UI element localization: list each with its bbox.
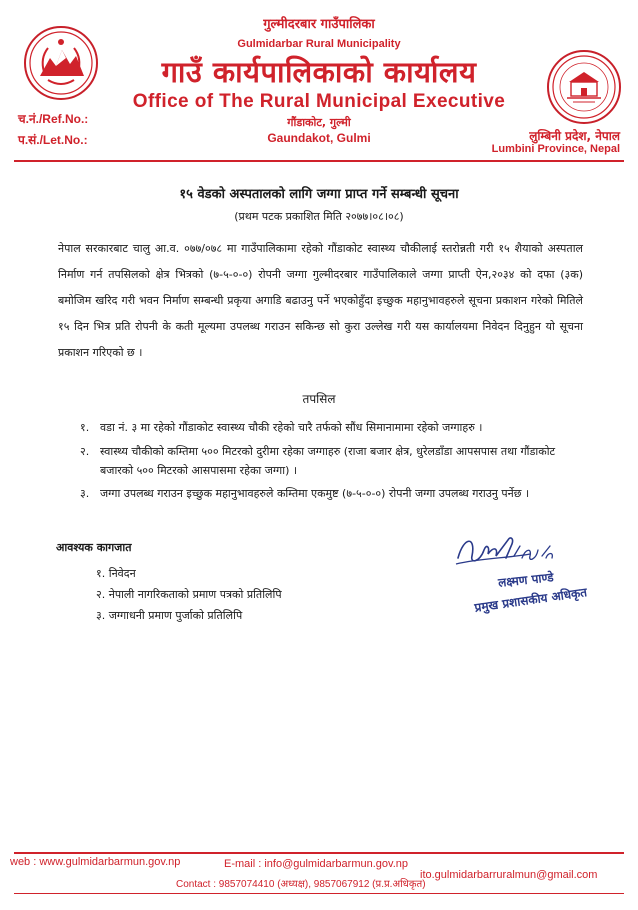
footer-contact: Contact : 9857074410 (अध्यक्ष), 9857067912 (प्र.प्र.अधिकृत) [176,879,426,890]
documents-heading: आवश्यक कागजात [56,541,132,554]
document-item-number: २. [96,588,106,601]
schedule-item-text: स्वास्थ्य चौकीको कम्तिमा ५०० मिटरको दुरीमा रहेका जग्गाहरु (राजा बजार क्षेत्र, धुरेलडाँडा आपसपास तथा गौंडाकोट बजारको ५०० मिटरको आसपासमा रहेका जग्गा) । [100,445,556,477]
document-item-text: निवेदन [108,567,136,580]
signatory-name: लक्ष्मण पाण्डे [497,570,555,590]
schedule-item [80,484,580,503]
office-name-nepali: गाउँ कार्यपालिकाको कार्यालय [161,55,477,89]
notice-subtitle: (प्रथम पटक प्रकाशित मिति २०७७।०८।०८) [234,210,404,223]
handwritten-signature [450,528,560,574]
province-english: Lumbini Province, Nepal [491,143,620,155]
schedule-heading: तपसिल [302,392,336,406]
letter-no-label: प.सं./Let.No.: [18,133,88,147]
footer-email-alt[interactable]: ito.gulmidarbarruralmun@gmail.com [420,869,598,881]
office-name-english: Office of The Rural Municipal Executive [132,91,506,112]
notice-title: १५ वेडको अस्पतालको लागि जग्गा प्राप्त गर्ने सम्बन्धी सूचना [179,187,459,202]
ref-no-label: च.नं./Ref.No.: [18,112,89,126]
footer-bottom-divider [14,893,624,894]
address-english: Gaundakot, Gulmi [267,131,371,145]
schedule-item-number: १. [80,421,90,434]
schedule-item-text: जग्गा उपलब्ध गराउन इच्छुक महानुभावहरुले कम्तिमा एकमुष्ट (७-५-०-०) रोपनी जग्गा उपलब्ध गराउनु पर्नेछ । [100,487,530,500]
document-item-number: १. [96,567,106,580]
footer-email[interactable]: E-mail : info@gulmidarbarmun.gov.np [224,858,408,870]
municipality-name-nepali: गुल्मीदरबार गाउँपालिका [263,17,375,32]
document-item-text: नेपाली नागरिकताको प्रमाण पत्रको प्रतिलिपि [108,588,282,601]
notice-body: नेपाल सरकारबाट चालु आ.व. ०७७/०७८ मा गाउँपालिकामा रहेको गौंडाकोट स्वास्थ्य चौकीलाई स्तरोन्नती गरी १५ शैयाको अस्पताल निर्माण गर्न तपसिलको क्षेत्र भित्रको (७-५-०-०) रोपनी जग्गा गुल्मीदरबार गाउँपालिकाले जग्गा प्राप्ती ऐन,२०३४ को दफा (३क) बमोजिम खरिद गरी भवन निर्माण सम्बन्धी प्रकृया अगाडि बढाउनु पर्ने भएकोहुँदा इच्छुक महानुभावहरुले सूचना प्रकाशन गरेको मितिले १५ दिन भित्र प्रति रोपनी के कती मूल्यमा उपलब्ध गराउन सकिन्छ सो कुरा उल्लेख गरी यस कार्यालयमा निवेदन दिनुहुन यो सूचना प्रकाशन गरिएको छ । [58,242,583,359]
schedule-item [80,418,580,437]
schedule-item-number: २. [80,445,90,458]
footer-divider [14,852,624,854]
province-nepali: लुम्बिनी प्रदेश, नेपाल [529,129,620,143]
signatory-title: प्रमुख प्रशासकीय अधिकृत [473,585,588,615]
document-item [96,587,282,602]
footer-website[interactable]: web : www.gulmidarbarmun.gov.np [10,856,181,868]
schedule-item-text: वडा नं. ३ मा रहेको गौंडाकोट स्वास्थ्य चौकी रहेको चारै तर्फको सौंध सिमानामामा रहेको जग्गाहरु । [100,421,483,434]
document-item-text: जग्गाधनी प्रमाण पुर्जाको प्रतिलिपि [108,609,243,622]
schedule-item-number: ३. [80,487,90,500]
address-nepali: गौंडाकोट, गुल्मी [287,116,351,129]
schedule-item [80,442,580,480]
header-divider [14,160,624,162]
municipality-name-english: Gulmidarbar Rural Municipality [237,38,401,50]
document-item [96,608,242,623]
document-item [96,566,136,581]
document-item-number: ३. [96,609,106,622]
